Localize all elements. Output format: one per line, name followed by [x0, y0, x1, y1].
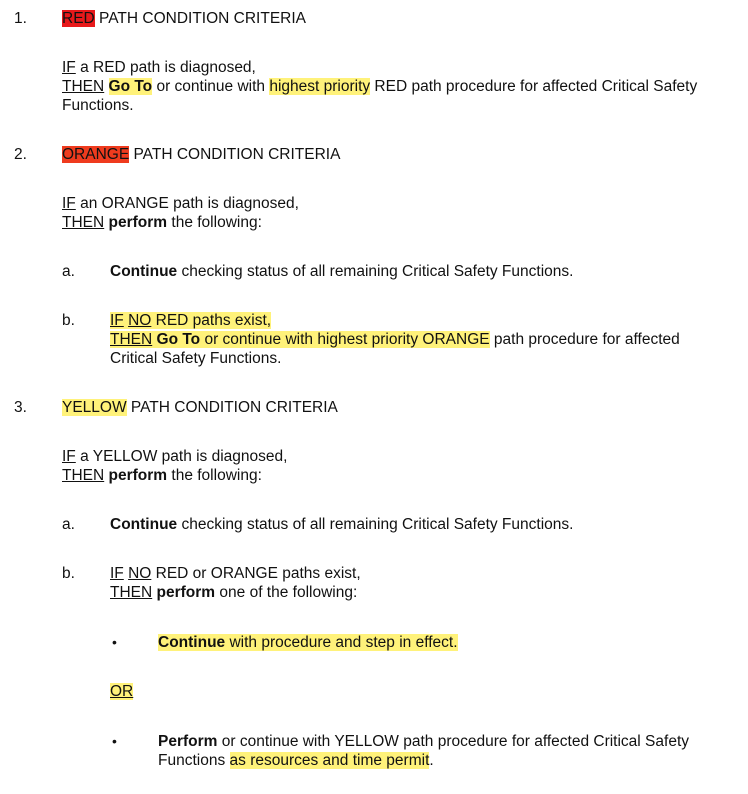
if-keyword: IF — [62, 448, 76, 465]
substep-letter: a. — [62, 516, 75, 533]
then-line: THEN perform the following: — [62, 467, 262, 484]
orange-tag: ORANGE — [62, 146, 130, 163]
substep-letter: b. — [62, 312, 75, 329]
highlight-resources: as resources and time permit — [229, 752, 430, 769]
option-perform-continued: Functions as resources and time permit. — [158, 752, 434, 769]
bullet-icon: • — [112, 634, 117, 650]
go-to-instruction: Go To — [108, 78, 153, 95]
if-keyword: IF — [62, 195, 76, 212]
then-keyword: THEN — [110, 584, 153, 601]
step-number: 3. — [14, 399, 27, 416]
substep-a-text: Continue checking status of all remaining Critical Safety Functions. — [110, 516, 574, 533]
go-to-instruction: Go To — [156, 331, 201, 348]
substep-b-then-line: THEN perform one of the following: — [110, 584, 358, 601]
then-keyword: THEN — [62, 78, 105, 95]
or-connector: OR — [110, 683, 134, 700]
then-keyword: THEN — [110, 331, 153, 348]
substep-b-then-line: THEN Go To or continue with highest priority ORANGE path procedure for affected — [110, 331, 680, 348]
substep-letter: a. — [62, 263, 75, 280]
substep-b-continued: Critical Safety Functions. — [110, 350, 282, 367]
perform-keyword: perform — [156, 584, 216, 601]
then-keyword: THEN — [62, 467, 105, 484]
if-keyword: IF — [62, 59, 76, 76]
if-keyword: IF — [110, 565, 124, 582]
substep-a-text: Continue checking status of all remaining Critical Safety Functions. — [110, 263, 574, 280]
substep-b-if-line: IF NO RED paths exist, — [110, 312, 272, 329]
red-tag: RED — [62, 10, 95, 27]
if-line: IF an ORANGE path is diagnosed, — [62, 195, 299, 212]
highlight-priority: highest priority — [269, 78, 371, 95]
bullet-icon: • — [112, 733, 117, 749]
option-continue: Continue with procedure and step in effect. — [158, 634, 458, 651]
if-line: IF a RED path is diagnosed, — [62, 59, 256, 76]
substep-letter: b. — [62, 565, 75, 582]
then-line: THEN perform the following: — [62, 214, 262, 231]
step-number: 2. — [14, 146, 27, 163]
then-line: THEN Go To or continue with highest priority RED path procedure for affected Critical Safety — [62, 78, 698, 95]
section-title-red: RED PATH CONDITION CRITERIA — [62, 10, 306, 27]
section-title-yellow: YELLOW PATH CONDITION CRITERIA — [62, 399, 338, 416]
section-title-orange: ORANGE PATH CONDITION CRITERIA — [62, 146, 341, 163]
perform-keyword: perform — [108, 467, 168, 484]
no-keyword: NO — [128, 312, 152, 329]
then-line-continued: Functions. — [62, 97, 134, 114]
if-keyword: IF — [110, 312, 124, 329]
if-line: IF a YELLOW path is diagnosed, — [62, 448, 288, 465]
then-keyword: THEN — [62, 214, 105, 231]
yellow-tag: YELLOW — [62, 399, 127, 416]
substep-b-if-line: IF NO RED or ORANGE paths exist, — [110, 565, 361, 582]
no-keyword: NO — [128, 565, 152, 582]
step-number: 1. — [14, 10, 27, 27]
option-perform: Perform or continue with YELLOW path procedure for affected Critical Safety — [158, 733, 689, 750]
perform-keyword: perform — [108, 214, 168, 231]
